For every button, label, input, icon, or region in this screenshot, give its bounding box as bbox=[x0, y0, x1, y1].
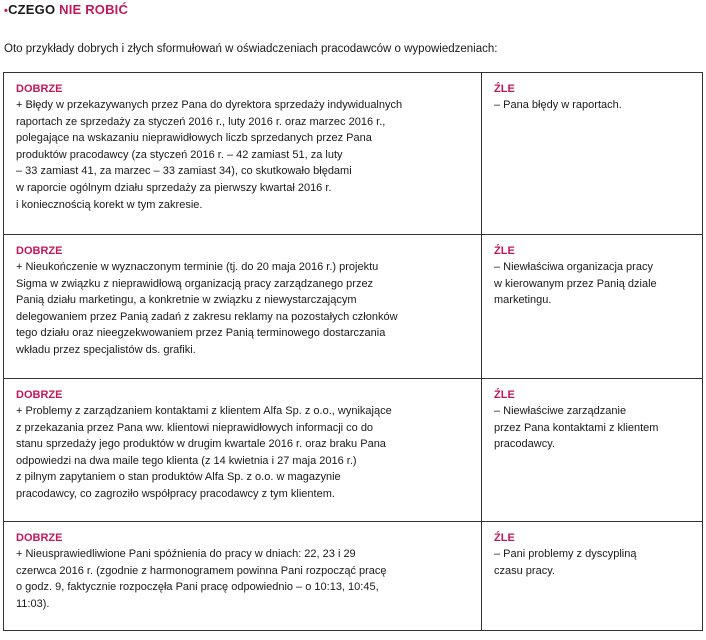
good-example-cell bbox=[4, 235, 482, 379]
heading-part-1: CZEGO bbox=[8, 2, 60, 17]
bad-text: – Pana błędy w raportach. bbox=[494, 99, 622, 111]
bad-example-cell bbox=[482, 522, 703, 631]
table-row bbox=[4, 73, 703, 235]
table-row bbox=[4, 522, 703, 631]
bad-label: ŹLE bbox=[494, 245, 515, 257]
bad-label: ŹLE bbox=[494, 83, 515, 95]
table-row bbox=[4, 379, 703, 522]
good-label: DOBRZE bbox=[16, 245, 63, 257]
good-label: DOBRZE bbox=[16, 532, 63, 544]
good-text: + Problemy z zarządzaniem kontaktami z klientem Alfa Sp. z o.o., wynikające z przekazania przez Pana ww. klientowi nieprawidłowych informacji co do stanu sprzedaży jego produktów w drugim kwartale 2016 r. oraz braku Pana odpowiedzi na dwa maile tego klienta (z 14 kwietnia i 27 maja 2016 r.) z pilnym zapytaniem o stan produktów Alfa Sp. z o.o. w magazynie pracodawcy, co zagroziło współpracy pracodawcy z tym klientem. bbox=[16, 405, 392, 500]
intro-text: Oto przykłady dobrych i złych sformułowań w oświadczeniach pracodawców o wypowiedzeniach: bbox=[4, 43, 498, 55]
bad-label: ŹLE bbox=[494, 532, 515, 544]
bad-example-cell bbox=[482, 379, 703, 522]
section-heading bbox=[4, 2, 128, 17]
good-label: DOBRZE bbox=[16, 83, 63, 95]
good-text: + Nieukończenie w wyznaczonym terminie (tj. do 20 maja 2016 r.) projektu Sigma w związku z nieprawidłową organizacją pracy zarządzanego przez Panią działu marketingu, a konkretnie w związku z niewystarczającym delegowaniem przez Panią zadań z zakresu reklamy na pozostałych członków tego działu oraz nieegzekwowaniem przez Panią terminowego dostarczania wkładu przez specjalistów ds. grafiki. bbox=[16, 261, 398, 356]
bad-example-cell bbox=[482, 73, 703, 235]
bad-text: – Pani problemy z dyscypliną czasu pracy. bbox=[494, 548, 637, 577]
comparison-table bbox=[3, 72, 703, 631]
good-text: + Błędy w przekazywanych przez Pana do dyrektora sprzedaży indywidualnych raportach ze sprzedaży za styczeń 2016 r., luty 2016 r. oraz marzec 2016 r., polegające na wskazaniu nieprawidłowych liczb sprzedanych przez Pana produktów pracodawcy (za styczeń 2016 r. – 42 zamiast 51, za luty – 33 zamiast 41, za marzec – 33 zamiast 34), co skutkowało błędami w raporcie ogólnym działu sprzedaży za pierwszy kwartał 2016 r. i koniecznością korekt w tym zakresie. bbox=[16, 99, 403, 211]
table-row bbox=[4, 235, 703, 379]
good-example-cell bbox=[4, 73, 482, 235]
good-text: + Nieusprawiedliwione Pani spóźnienia do pracy w dniach: 22, 23 i 29 czerwca 2016 r. (zgodnie z harmonogramem powinna Pani rozpocząć pracę o godz. 9, faktycznie rozpoczęła Pani pracę odpowiednio – o 10:13, 10:45, 11:03). bbox=[16, 548, 387, 610]
bad-text: – Niewłaściwa organizacja pracy w kierowanym przez Panią dziale marketingu. bbox=[494, 261, 657, 307]
heading-bullet: • bbox=[4, 5, 9, 17]
good-example-cell bbox=[4, 522, 482, 631]
good-label: DOBRZE bbox=[16, 389, 63, 401]
bad-label: ŹLE bbox=[494, 389, 515, 401]
heading-part-2: NIE ROBIĆ bbox=[59, 2, 129, 17]
good-example-cell bbox=[4, 379, 482, 522]
bad-example-cell bbox=[482, 235, 703, 379]
bad-text: – Niewłaściwe zarządzanie przez Pana kontaktami z klientem pracodawcy. bbox=[494, 405, 659, 451]
